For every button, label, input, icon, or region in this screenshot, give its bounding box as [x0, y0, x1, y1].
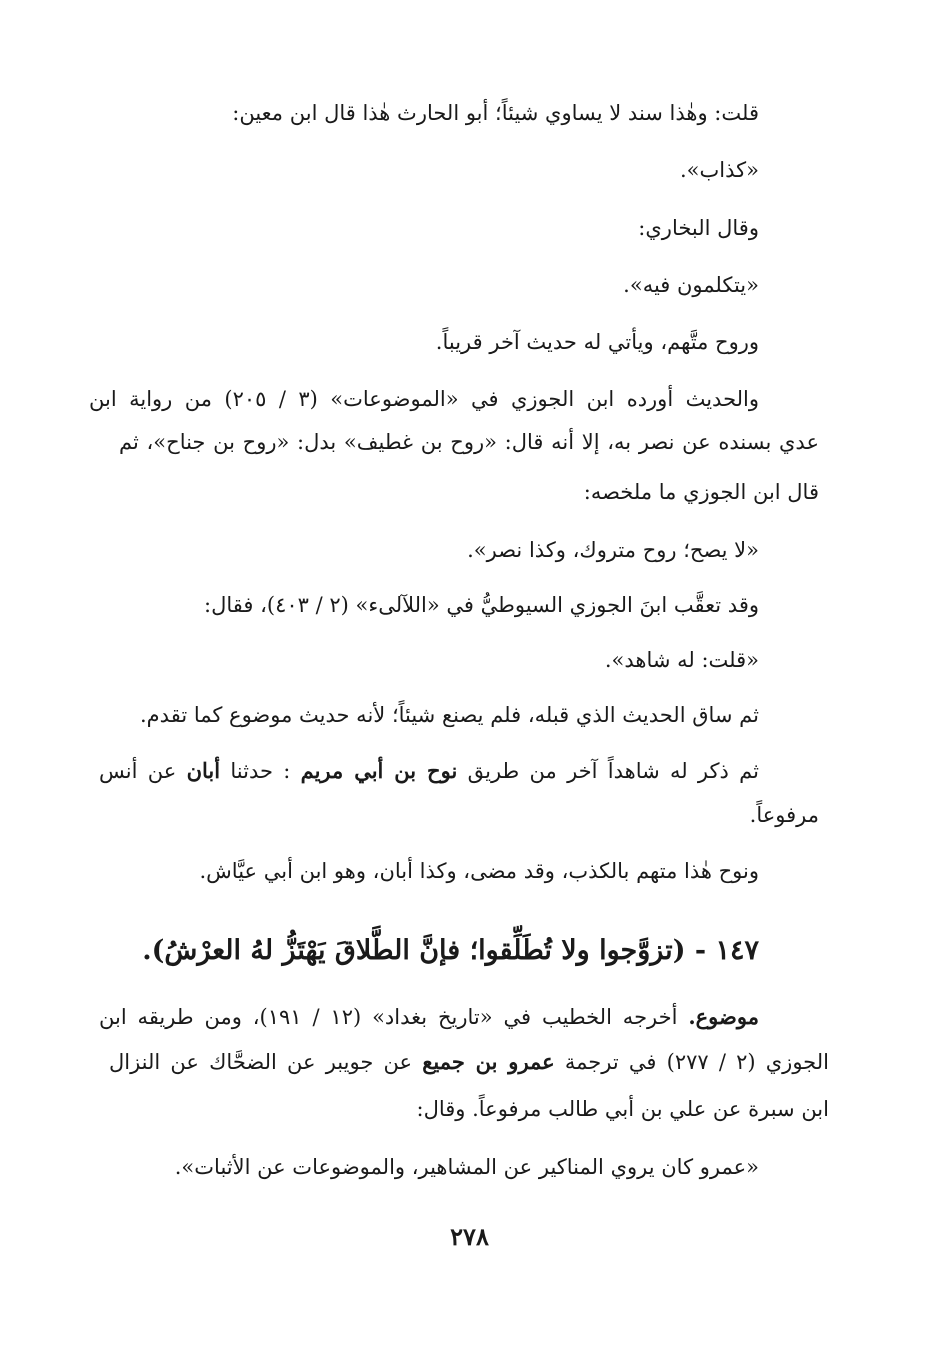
text-line-19: «عمرو كان يروي المناكير عن المشاهير، والموضوعات عن الأثبات».: [174, 1155, 759, 1179]
text-line-6: والحديث أورده ابن الجوزي في «الموضوعات» (٣ / ٢٠٥) من رواية ابن: [89, 387, 760, 411]
text-segment: عن جويبر عن الضحَّاك عن النزال: [109, 1050, 413, 1074]
text-segment: أخرجه الخطيب في «تاريخ بغداد» (١٢ / ١٩١)، ومن طريقه ابن: [99, 1005, 678, 1029]
text-line-4: «يتكلمون فيه».: [623, 273, 759, 297]
text-line-1: قلت: وهٰذا سند لا يساوي شيئاً؛ أبو الحارث هٰذا قال ابن معين:: [232, 101, 759, 125]
hadith-heading: ١٤٧ - (تزوَّجوا ولا تُطَلِّقوا؛ فإنَّ الطَّلاقَ يَهْتَزُّ لهُ العرْشُ).: [142, 935, 759, 966]
text-line-10: وقد تعقَّب ابنَ الجوزي السيوطيُّ في «اللآلىء» (٢ / ٤٠٣)، فقال:: [204, 593, 759, 617]
text-line-2: «كذاب».: [680, 158, 759, 182]
narrator-name: نوح بن أبي مريم: [300, 758, 458, 783]
text-segment: عن أنس: [99, 759, 177, 783]
text-line-9: «لا يصح؛ روح متروك، وكذا نصر».: [467, 538, 759, 562]
text-segment: ثم ذكر له شاهداً آخر من طريق: [467, 759, 759, 783]
page-number: ٢٧٨: [450, 1222, 489, 1251]
text-line-15: ونوح هٰذا متهم بالكذب، وقد مضى، وكذا أبان، وهو ابن أبي عيَّاش.: [199, 859, 759, 883]
text-line-13: [99, 756, 759, 786]
text-line-11: «قلت: له شاهد».: [604, 648, 759, 672]
text-line-8: قال ابن الجوزي ما ملخصه:: [583, 480, 819, 504]
text-line-16: [99, 1002, 759, 1032]
narrator-name: عمرو بن جميع: [422, 1049, 555, 1074]
text-line-3: وقال البخاري:: [638, 216, 759, 240]
narrator-name: أبان: [186, 758, 221, 783]
text-segment: الجوزي (٢ / ٢٧٧) في ترجمة: [564, 1050, 829, 1074]
text-line-5: وروح متَّهم، ويأتي له حديث آخر قريباً.: [435, 330, 759, 354]
text-line-12: ثم ساق الحديث الذي قبله، فلم يصنع شيئاً؛ لأنه حديث موضوع كما تقدم.: [140, 703, 759, 727]
text-line-14: مرفوعاً.: [749, 803, 819, 827]
text-line-17: [109, 1047, 829, 1077]
text-segment: : حدثنا: [230, 759, 291, 783]
verdict-label: موضوع.: [688, 1004, 759, 1029]
text-line-7: عدي بسنده عن نصر به، إلا أنه قال: «روح بن غطيف» بدل: «روح بن جناح»، ثم: [119, 430, 819, 454]
text-line-18: ابن سبرة عن علي بن أبي طالب مرفوعاً. وقال:: [416, 1097, 829, 1121]
